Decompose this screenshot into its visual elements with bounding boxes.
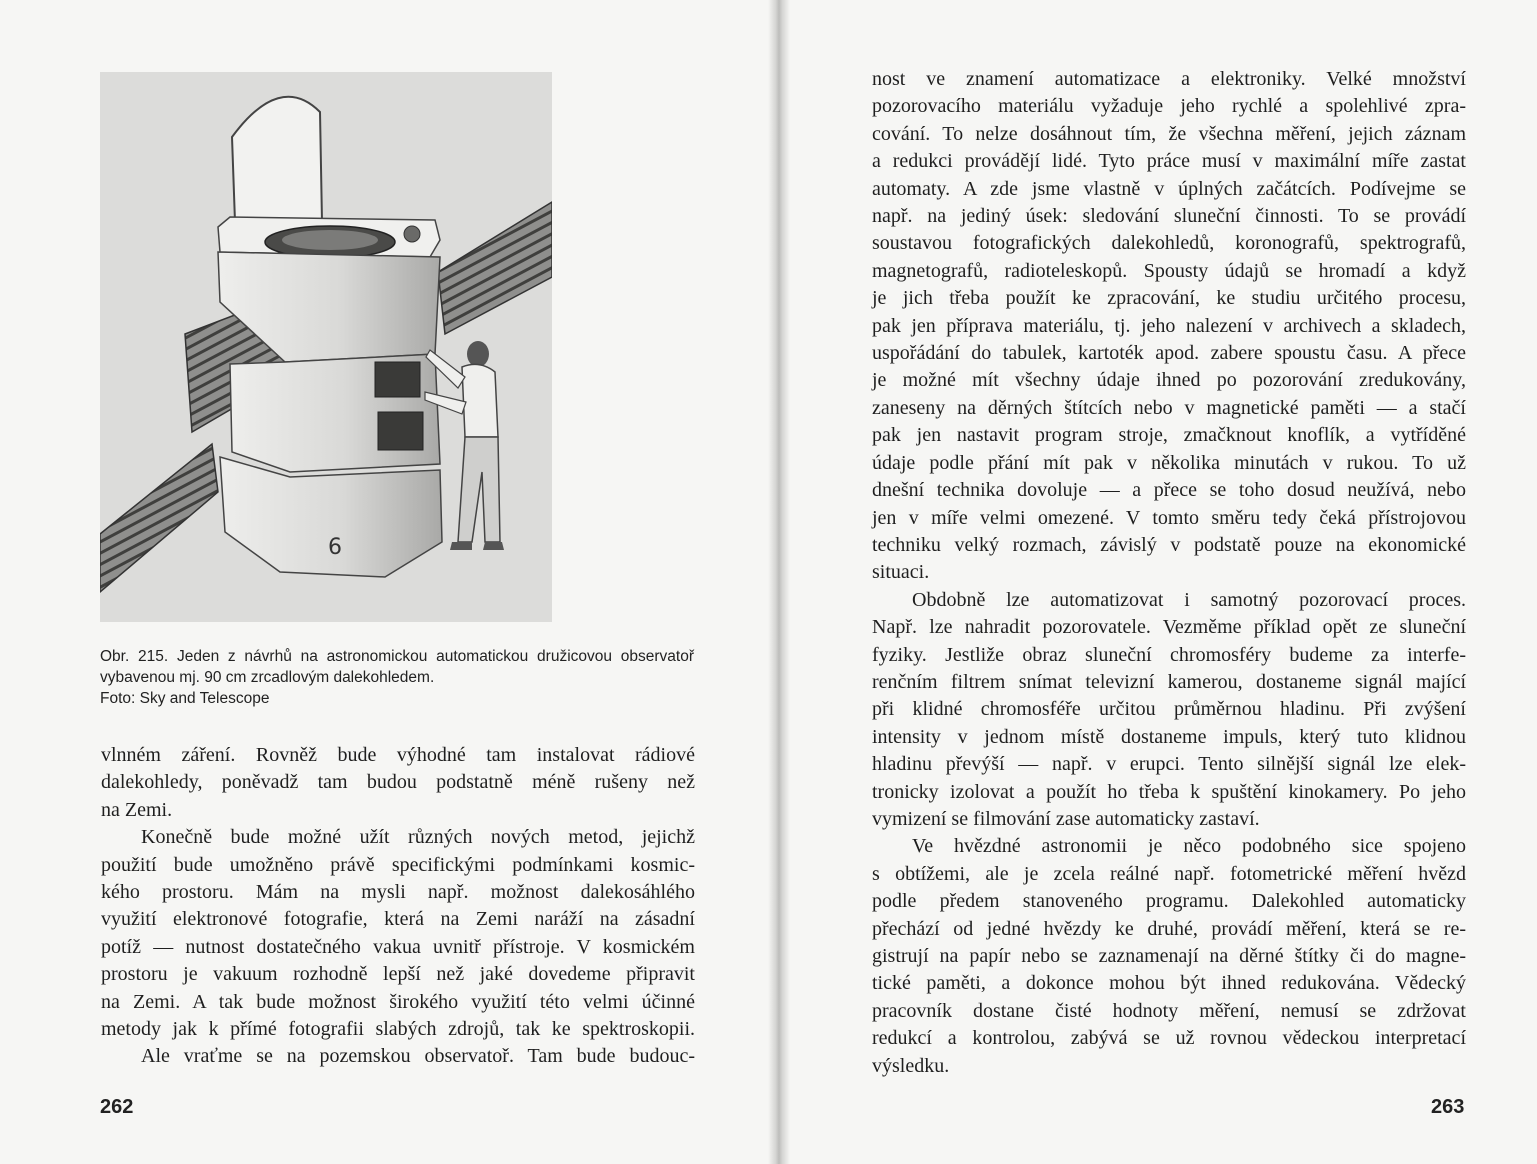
text-line: automaty. A zde jsme vlastně v úplných začátcích. Podívejme se: [872, 177, 1466, 200]
text-line: pracovník dostane čisté hodnoty měření, nemusí se zdržovat: [872, 999, 1466, 1022]
text-line: prostoru je vakuum rozhodně lepší než jaké dovedeme připravit: [101, 963, 695, 986]
satellite-illustration: [100, 72, 552, 622]
text-line: tronicky izolovat a použít ho třeba k spuštění kinokamery. Po jeho: [872, 780, 1466, 803]
text-line: pozorovacího materiálu vyžaduje jeho rychlé a spolehlivé zpra-: [872, 95, 1466, 118]
text-line: hladinu převýší — např. v erupci. Tento silnější signál lze elek-: [872, 753, 1466, 776]
text-line: např. na jediný úsek: sledování sluneční činnosti. To se provádí: [872, 205, 1466, 228]
text-line: potíž — nutnost dostatečného vakua uvnitř přístroje. V kosmickém: [101, 935, 695, 958]
text-line: kého prostoru. Mám na mysli např. možnost dalekosáhlého: [101, 881, 695, 904]
text-line: Např. lze nahradit pozorovatele. Vezměme příklad opět ze sluneční: [872, 616, 1466, 639]
text-line: gistrují na papír nebo se zaznamenají na děrné štítky či do magne-: [872, 945, 1466, 967]
page-number-right: 263: [1431, 1096, 1465, 1118]
text-line: intensity v jednom místě dostaneme impuls, který tuto klidnou: [872, 725, 1466, 748]
text-line: podle předem stanoveného programu. Dalekohled automaticky: [872, 890, 1466, 913]
text-line: při klidné chromosféře určitou průměrnou hladinu. Při zvýšení: [872, 698, 1466, 721]
text-line: techniku velký rozmach, závislý v podstatě pouze na ekonomické: [872, 533, 1466, 556]
text-line: magnetografů, radioteleskopů. Spousty údajů se hromadí a když: [872, 259, 1466, 282]
text-line: Konečně bude možné užít různých nových metod, jejichž: [141, 826, 695, 849]
text-line: vlnném záření. Rovněž bude výhodné tam instalovat rádiové: [101, 744, 695, 766]
text-line: pak jen nastavit program stroje, zmačknout knoflík, a vytříděné: [872, 424, 1466, 447]
text-line: soustavou fotografických dalekohledů, koronografů, spektrografů,: [872, 232, 1466, 255]
text-line: Obdobně lze automatizovat i samotný pozorovací proces.: [912, 588, 1466, 611]
text-line: použití bude umožněno právě specifickými podmínkami kosmic-: [101, 853, 695, 876]
text-line: situaci.: [872, 561, 930, 584]
text-line: vymizení se filmování zase automaticky zastaví.: [872, 807, 1260, 830]
text-line: pak jen příprava materiálu, tj. jeho nalezení v archivech a skladech,: [872, 314, 1466, 337]
satellite-observatory-figure: [100, 72, 552, 622]
text-line: je jich třeba použít ke zpracování, ke studiu určitého procesu,: [872, 287, 1466, 310]
text-line: Ale vraťme se na pozemskou observatoř. Tam bude budouc-: [141, 1045, 695, 1068]
book-gutter: [768, 0, 790, 1164]
text-line: Ve hvězdné astronomii je něco podobného sice spojeno: [912, 835, 1466, 858]
text-line: fyziky. Jestliže obraz sluneční chromosféry budeme za interfe-: [872, 643, 1466, 666]
text-line: metody jak k přímé fotografii slabých zdrojů, tak ke spektroskopii.: [101, 1018, 695, 1041]
text-line: dalekohledy, poněvadž tam budou podstatně méně rušeny než: [101, 771, 695, 794]
text-line: údaje podle přání mít pak v několika minutách v rukou. To už: [872, 451, 1466, 474]
text-line: zaneseny na děrných štítcích nebo v magnetické paměti — a stačí: [872, 396, 1466, 419]
figure-credit: Foto: Sky and Telescope: [100, 690, 270, 707]
text-line: nost ve znamení automatizace a elektroniky. Velké množství: [872, 68, 1466, 90]
text-line: na Zemi.: [101, 798, 173, 821]
right-page-text: [872, 66, 1466, 1080]
text-line: redukcí a kontrolou, zabývá se už rovnou vědeckou interpretací: [872, 1027, 1466, 1050]
text-line: využití elektronové fotografie, která na Zemi naráží na zásadní: [101, 908, 695, 931]
text-line: dnešní technika dovoluje — a přece se toho dosud neužívá, nebo: [872, 479, 1466, 502]
text-line: cování. To nelze dosáhnout tím, že všechna měření, jejich záznam: [872, 122, 1466, 145]
text-line: je možné mít všechny údaje ihned po pozorování zredukovány,: [872, 369, 1466, 392]
text-line: a redukci provádějí lidé. Tyto práce musí v maximální míře zastat: [872, 150, 1466, 173]
text-line: na Zemi. A tak bude možnost širokého využití této velmi účinné: [101, 990, 695, 1013]
text-line: jen v míře velmi omezené. V tomto směru tedy čeká přístrojovou: [872, 506, 1466, 529]
figure-caption: Obr. 215. Jeden z návrhů na astronomickou automatickou družicovou observatoř vybavenou mj. 90 cm zrcadlovým dalekohledem.: [100, 648, 694, 686]
text-line: výsledku.: [872, 1054, 950, 1077]
left-page: [0, 0, 768, 1164]
text-line: tické paměti, a dokonce mohou být ihned redukována. Vědecký: [872, 972, 1466, 995]
text-line: přechází od jedné hvězdy ke druhé, provádí měření, která se re-: [872, 917, 1466, 940]
text-line: uspořádání do tabulek, kartoték apod. zabere spoustu času. A přece: [872, 342, 1466, 365]
text-line: renčním filtrem snímat televizní kamerou, dostaneme signál mající: [872, 670, 1466, 693]
svg-text:6: 6: [328, 535, 342, 560]
text-line: s obtížemi, ale je zcela reálné např. fotometrické měření hvězd: [872, 862, 1466, 885]
figure-caption-block: [100, 646, 694, 709]
left-page-text: [101, 742, 695, 1071]
page-number-left: 262: [100, 1096, 134, 1118]
